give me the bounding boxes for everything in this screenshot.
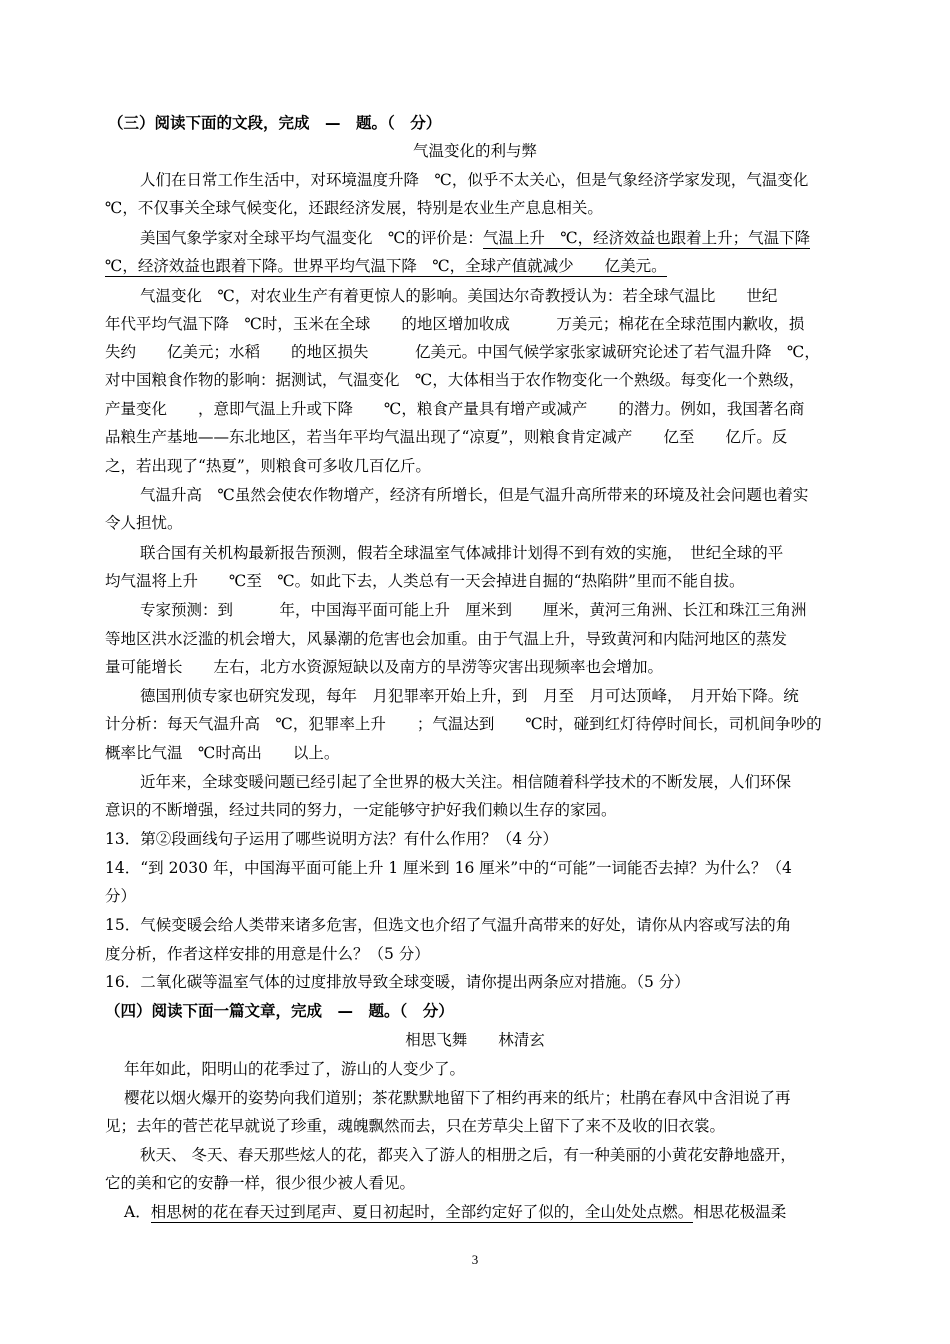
paragraph-a-line	[124, 1202, 850, 1222]
question-15-cont: 度分析，作者这样安排的用意是什么？（5 分）	[105, 945, 430, 963]
paragraph-line: 令人担忧。	[105, 514, 183, 532]
article-title: 气温变化的利与弊	[412, 142, 537, 160]
paragraph-line: 概率比气温 ℃时高出 以上。	[105, 744, 340, 762]
paragraph-line: 量可能增长 左右，北方水资源短缺以及南方的旱涝等灾害出现频率也会增加。	[105, 658, 664, 676]
paragraph-2-lead: 美国气象学家对全球平均气温变化 ℃的评价是：	[140, 229, 483, 247]
paragraph-line: 等地区洪水泛滥的机会增大，风暴潮的危害也会加重。由于气温上升，导致黄河和内陆河地区的蒸发	[105, 630, 788, 648]
paragraph-line: 失约 亿美元；水稻 的地区损失 亿美元。中国气候学家张家诚研究论述了若气温升降 ℃，	[105, 343, 820, 361]
paragraph-line: 品粮生产基地——东北地区，若当年平均气温出现了“凉夏”，则粮食肯定减产 亿至 亿斤。反	[105, 428, 788, 446]
paragraph-2-line	[140, 228, 850, 248]
paragraph-a-tail: 相思花极温柔	[693, 1203, 787, 1221]
paragraph-line: 它的美和它的安静一样，很少很少被人看见。	[105, 1174, 416, 1192]
paragraph-line: 德国刑侦专家也研究发现，每年 月犯罪率开始上升，到 月至 月可达顶峰， 月开始下降。统	[140, 687, 799, 705]
question-14-cont: 分）	[105, 887, 137, 905]
paragraph-line: 气温变化 ℃，对农业生产有着更惊人的影响。美国达尔奇教授认为：若全球气温比 世纪	[140, 287, 778, 305]
paragraph-2-line	[105, 256, 850, 276]
paragraph-line: 对中国粮食作物的影响：据测试，气温变化 ℃，大体相当于农作物变化一个熟级。每变化一个熟级，	[105, 371, 805, 389]
underlined-sentence: 气温上升 ℃，经济效益也跟着上升；气温下降	[482, 229, 811, 247]
paragraph-line: 人们在日常工作生活中，对环境温度升降 ℃，似乎不太关心，但是气象经济学家发现，气温变化	[140, 171, 809, 189]
paragraph-line: 之，若出现了“热夏”，则粮食可多收几百亿斤。	[105, 457, 431, 475]
article-title-author: 相思飞舞 林清玄	[405, 1031, 545, 1049]
paragraph-line: 秋天、 冬天、春天那些炫人的花，都夹入了游人的相册之后，有一种美丽的小黄花安静地盛开，	[140, 1146, 796, 1164]
paragraph-line: 气温升高 ℃虽然会使农作物增产，经济有所增长，但是气温升高所带来的环境及社会问题也着实	[140, 486, 809, 504]
paragraph-line: 联合国有关机构最新报告预测，假若全球温室气体减排计划得不到有效的实施， 世纪全球的平	[140, 544, 784, 562]
underlined-sentence: ℃，经济效益也跟着下降。世界平均气温下降 ℃，全球产值就减少 亿美元。	[105, 257, 667, 275]
paragraph-line: 见；去年的菅芒花早就说了珍重，魂魄飘然而去，只在芳草尖上留下了来不及收的旧衣裳。	[105, 1117, 726, 1135]
paragraph-line: 樱花以烟火爆开的姿势向我们道别；茶花默默地留下了相约再来的纸片；杜鹃在春风中含泪说了再	[124, 1089, 791, 1107]
paragraph-a-label: A．	[124, 1203, 151, 1221]
paragraph-line: 均气温将上升 ℃至 ℃。如此下去，人类总有一天会掉进自掘的“热陷阱”里而不能自拔。	[105, 572, 745, 590]
question-15: 15．气候变暖会给人类带来诸多危害，但选文也介绍了气温升高带来的好处，请你从内容或写法的角	[105, 916, 792, 934]
section3-heading: （三）阅读下面的文段，完成 — 题。（ 分）	[108, 114, 442, 132]
underlined-sentence: 相思树的花在春天过到尾声、夏日初起时，全部约定好了似的，全山处处点燃。	[150, 1203, 694, 1221]
page-number: 3	[471, 1252, 479, 1267]
paragraph-line: 产量变化 ，意即气温上升或下降 ℃，粮食产量具有增产或减产 的潜力。例如，我国著名商	[105, 400, 805, 418]
paragraph-line: 近年来，全球变暖问题已经引起了全世界的极大关注。相信随着科学技术的不断发展，人们环保	[140, 773, 792, 791]
paragraph-line: ℃，不仅事关全球气候变化，还跟经济发展，特别是农业生产息息相关。	[105, 199, 603, 217]
question-13: 13．第②段画线句子运用了哪些说明方法？有什么作用？（4 分）	[105, 830, 559, 848]
paragraph-line: 年年如此，阳明山的花季过了，游山的人变少了。	[124, 1060, 466, 1078]
question-16: 16．二氧化碳等温室气体的过度排放导致全球变暖，请你提出两条应对措施。（5 分）	[105, 973, 690, 991]
paragraph-line: 意识的不断增强，经过共同的努力，一定能够守护好我们赖以生存的家园。	[105, 801, 617, 819]
paragraph-line: 专家预测：到 年，中国海平面可能上升 厘米到 厘米，黄河三角洲、长江和珠江三角洲	[140, 601, 807, 619]
question-14: 14．“到 2030 年，中国海平面可能上升 1 厘米到 16 厘米”中的“可能”一词能否去掉？为什么？（4	[105, 859, 792, 877]
paragraph-line: 年代平均气温下降 ℃时，玉米在全球 的地区增加收成 万美元；棉花在全球范围内歉收，损	[105, 315, 805, 333]
section4-heading: （四）阅读下面一篇文章，完成 — 题。（ 分）	[105, 1002, 454, 1020]
paragraph-line: 计分析：每天气温升高 ℃，犯罪率上升 ；气温达到 ℃时，碰到红灯待停时间长，司机间争吵的	[105, 715, 822, 733]
